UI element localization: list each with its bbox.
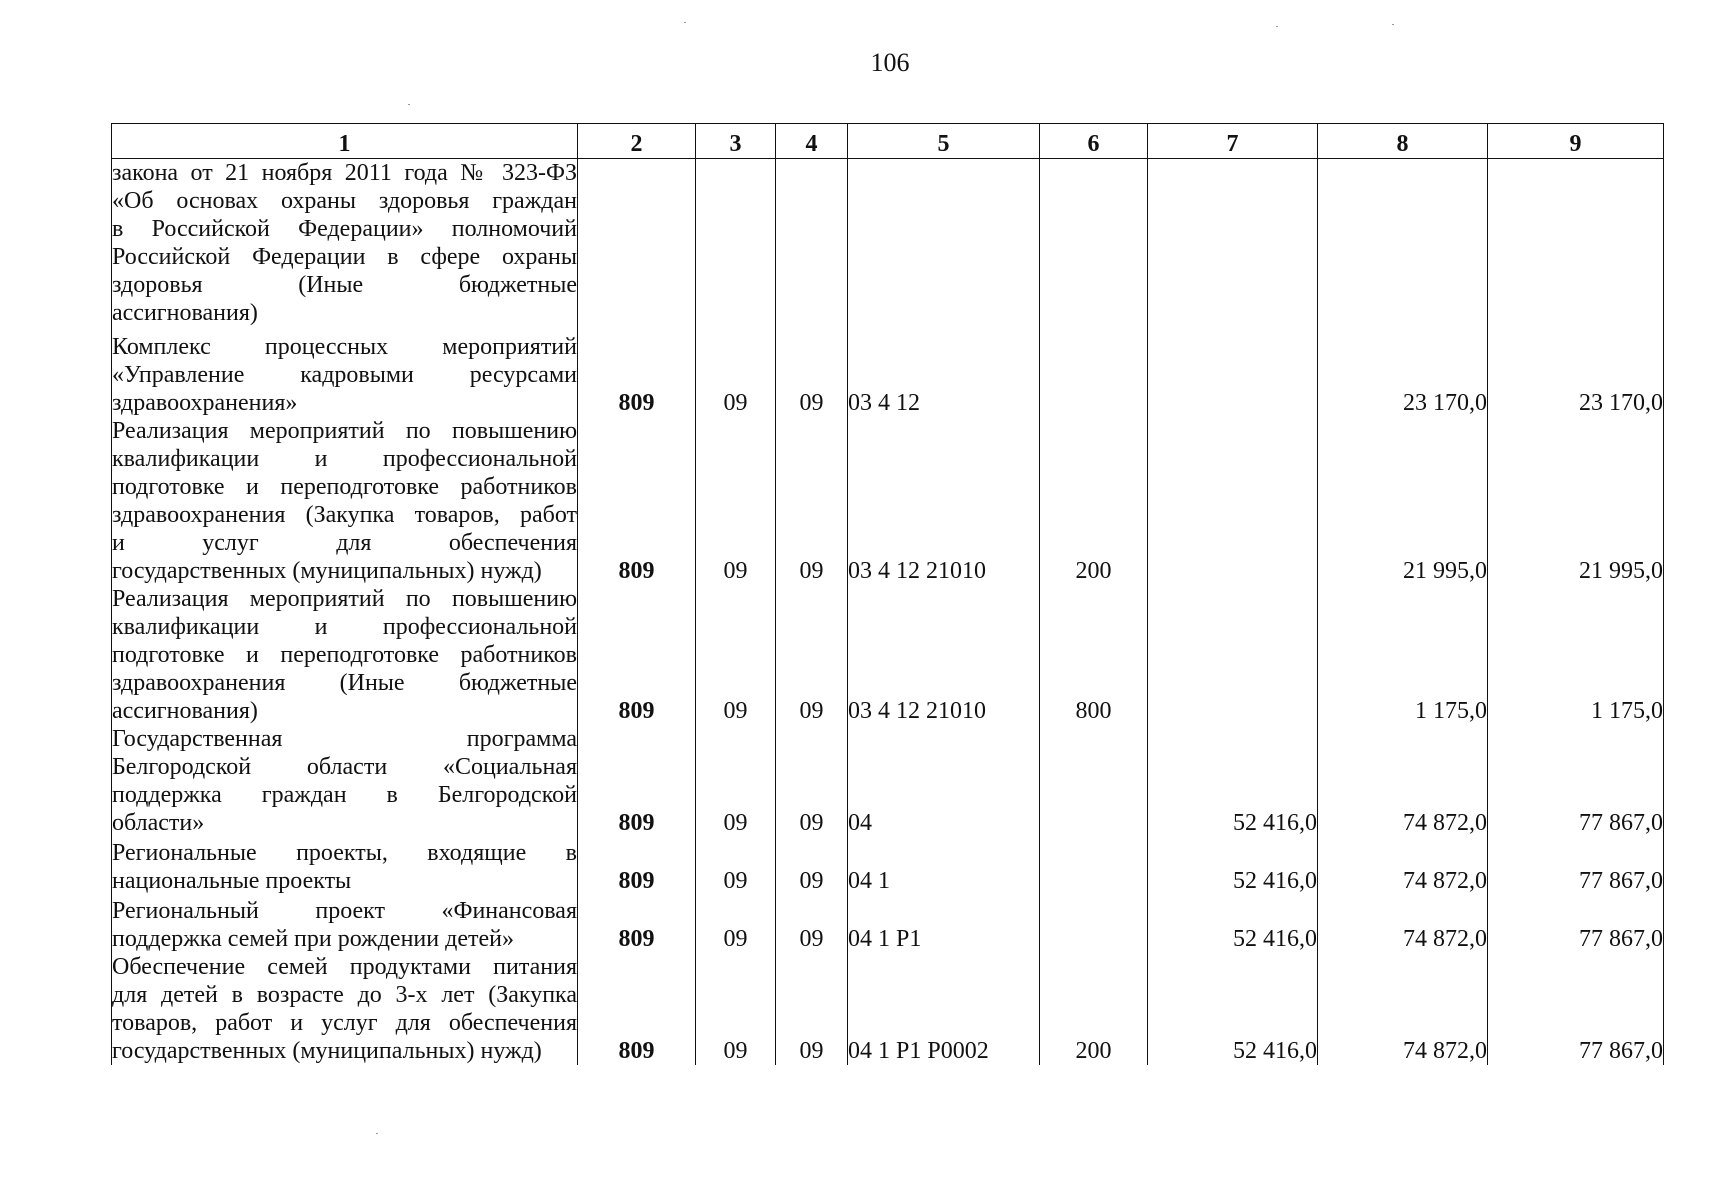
value-ved: 809 (578, 725, 696, 837)
description-line: Российской Федерации в сфере охраны (112, 244, 577, 270)
value-amount-y1: 52 416,0 (1148, 837, 1318, 895)
value-rz: 09 (696, 327, 776, 417)
header-row (112, 124, 1664, 159)
value-amount-y2: 74 872,0 (1318, 837, 1488, 895)
value-pr (776, 159, 848, 328)
description-line: поддержка семей при рождении детей» (112, 926, 514, 952)
value-csr: 04 (848, 725, 1040, 837)
table-row (112, 327, 1664, 417)
value-amount-y3: 21 995,0 (1488, 417, 1664, 585)
description-line: здравоохранения (Закупка товаров, работ (112, 502, 577, 528)
value-ved: 809 (578, 837, 696, 895)
description-line: государственных (муниципальных) нужд) (112, 558, 542, 584)
description-line: «Об основах охраны здоровья граждан (112, 188, 577, 214)
value-pr: 09 (776, 895, 848, 953)
value-vr (1040, 725, 1148, 837)
description-line: квалификации и профессиональной (112, 446, 577, 472)
description-line: Реализация мероприятий по повышению (112, 586, 577, 612)
description-line: Государственная программа (112, 726, 577, 752)
value-csr: 03 4 12 (848, 327, 1040, 417)
col-header-6: 6 (1040, 124, 1148, 159)
description-line: подготовке и переподготовке работников (112, 474, 577, 500)
value-amount-y1 (1148, 585, 1318, 725)
table-body (112, 159, 1664, 1066)
value-amount-y1 (1148, 327, 1318, 417)
description-line: государственных (муниципальных) нужд) (112, 1038, 542, 1064)
col-header-9: 9 (1488, 124, 1664, 159)
description-line: Комплекс процессных мероприятий (112, 334, 577, 360)
scan-speck (684, 22, 686, 23)
value-amount-y1: 52 416,0 (1148, 953, 1318, 1065)
value-amount-y2: 23 170,0 (1318, 327, 1488, 417)
description-line: подготовке и переподготовке работников (112, 642, 577, 668)
value-ved: 809 (578, 585, 696, 725)
description-line: в Российской Федерации» полномочий (112, 216, 577, 242)
description-line: здравоохранения» (112, 390, 298, 416)
description-line: товаров, работ и услуг для обеспечения (112, 1010, 577, 1036)
value-vr (1040, 327, 1148, 417)
description-line: Белгородской области «Социальная (112, 754, 577, 780)
value-csr: 03 4 12 21010 (848, 417, 1040, 585)
description-line: поддержка граждан в Белгородской (112, 782, 577, 808)
value-ved (578, 159, 696, 328)
page-number: 106 (870, 48, 910, 77)
value-csr: 04 1 P1 (848, 895, 1040, 953)
scan-speck (1392, 24, 1394, 25)
value-ved: 809 (578, 953, 696, 1065)
value-pr: 09 (776, 837, 848, 895)
value-amount-y1: 52 416,0 (1148, 895, 1318, 953)
description-line: «Управление кадровыми ресурсами (112, 362, 577, 388)
description-line: ассигнования) (112, 300, 258, 326)
col-header-4: 4 (776, 124, 848, 159)
value-pr: 09 (776, 725, 848, 837)
value-pr: 09 (776, 417, 848, 585)
row-description (112, 585, 578, 725)
row-description (112, 953, 578, 1065)
col-header-3: 3 (696, 124, 776, 159)
value-rz: 09 (696, 837, 776, 895)
table-row (112, 159, 1664, 328)
value-amount-y3: 23 170,0 (1488, 327, 1664, 417)
row-description (112, 327, 578, 417)
scan-speck (1276, 26, 1278, 27)
value-vr (1040, 895, 1148, 953)
value-ved: 809 (578, 417, 696, 585)
value-amount-y3: 1 175,0 (1488, 585, 1664, 725)
value-rz: 09 (696, 953, 776, 1065)
value-vr: 200 (1040, 953, 1148, 1065)
value-rz: 09 (696, 895, 776, 953)
col-header-1: 1 (112, 124, 578, 159)
description-line: Реализация мероприятий по повышению (112, 418, 577, 444)
table-row (112, 953, 1664, 1065)
table-row (112, 837, 1664, 895)
value-csr: 03 4 12 21010 (848, 585, 1040, 725)
value-rz: 09 (696, 417, 776, 585)
value-amount-y2: 1 175,0 (1318, 585, 1488, 725)
value-csr: 04 1 (848, 837, 1040, 895)
description-line: здравоохранения (Иные бюджетные (112, 670, 577, 696)
value-vr: 200 (1040, 417, 1148, 585)
value-amount-y2: 74 872,0 (1318, 725, 1488, 837)
value-pr: 09 (776, 953, 848, 1065)
description-line: закона от 21 ноября 2011 года № 323-ФЗ (112, 160, 577, 186)
value-amount-y3: 77 867,0 (1488, 837, 1664, 895)
col-header-7: 7 (1148, 124, 1318, 159)
table-row (112, 725, 1664, 837)
description-line: национальные проекты (112, 868, 352, 894)
value-rz: 09 (696, 585, 776, 725)
value-amount-y3: 77 867,0 (1488, 725, 1664, 837)
value-vr (1040, 159, 1148, 328)
value-csr (848, 159, 1040, 328)
description-line: Региональные проекты, входящие в (112, 840, 577, 866)
value-amount-y3: 77 867,0 (1488, 953, 1664, 1065)
col-header-2: 2 (578, 124, 696, 159)
value-amount-y1 (1148, 159, 1318, 328)
col-header-8: 8 (1318, 124, 1488, 159)
description-line: Региональный проект «Финансовая (112, 898, 577, 924)
value-rz: 09 (696, 725, 776, 837)
value-vr: 800 (1040, 585, 1148, 725)
value-amount-y3: 77 867,0 (1488, 895, 1664, 953)
value-amount-y2: 21 995,0 (1318, 417, 1488, 585)
value-vr (1040, 837, 1148, 895)
value-amount-y3 (1488, 159, 1664, 328)
value-pr: 09 (776, 327, 848, 417)
row-description (112, 725, 578, 837)
description-line: для детей в возрасте до 3-х лет (Закупка (112, 982, 577, 1008)
scan-speck (376, 1133, 378, 1134)
description-line: Обеспечение семей продуктами питания (112, 954, 577, 980)
value-csr: 04 1 P1 P0002 (848, 953, 1040, 1065)
table-row (112, 895, 1664, 953)
description-line: квалификации и профессиональной (112, 614, 577, 640)
value-ved: 809 (578, 895, 696, 953)
value-amount-y1: 52 416,0 (1148, 725, 1318, 837)
table-row (112, 585, 1664, 725)
value-amount-y2: 74 872,0 (1318, 953, 1488, 1065)
row-description (112, 895, 578, 953)
value-rz (696, 159, 776, 328)
scan-speck (408, 104, 410, 105)
row-description (112, 417, 578, 585)
budget-table (111, 123, 1664, 1065)
value-amount-y2: 74 872,0 (1318, 895, 1488, 953)
row-description (112, 837, 578, 895)
description-line: области» (112, 810, 205, 836)
description-line: здоровья (Иные бюджетные (112, 272, 577, 298)
col-header-5: 5 (848, 124, 1040, 159)
value-ved: 809 (578, 327, 696, 417)
value-amount-y1 (1148, 417, 1318, 585)
table-row (112, 417, 1664, 585)
value-pr: 09 (776, 585, 848, 725)
description-line: ассигнования) (112, 698, 258, 724)
value-amount-y2 (1318, 159, 1488, 328)
description-line: и услуг для обеспечения (112, 530, 577, 556)
row-description (112, 159, 578, 328)
